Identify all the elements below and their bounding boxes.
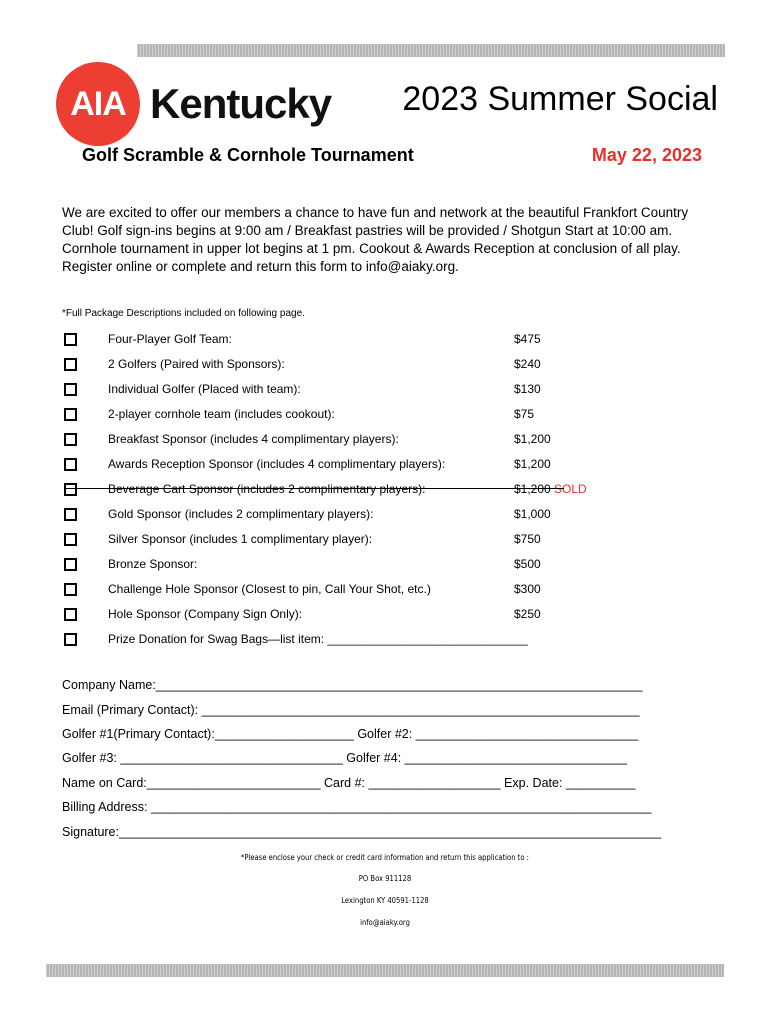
package-checkbox[interactable] [64,608,77,621]
package-checkbox[interactable] [64,633,77,646]
package-price: $1,200 [514,457,551,471]
package-price-value: $1,200 [514,482,551,496]
golfer-3-4-fields[interactable]: Golfer #3: ________________________________ Golfer #4: ________________________________ [62,751,628,765]
intro-line: We are excited to offer our members a chance to have fun and network at the beautiful Frankfort Country [62,205,689,220]
package-price [514,482,587,496]
package-checkbox[interactable] [64,583,77,596]
intro-line: Cornhole tournament in upper lot begins at 1 pm. Cookout & Awards Reception at conclusion of all play. [62,241,681,256]
package-checkbox[interactable] [64,358,77,371]
logo-kentucky-text: Kentucky [150,80,332,127]
mailing-instructions: *Please enclose your check or credit card information and return this application to : [241,853,529,862]
golfer-1-2-fields[interactable]: Golfer #1(Primary Contact):____________________ Golfer #2: ________________________________ [62,727,639,741]
package-checkbox[interactable] [64,483,77,496]
event-title: 2023 Summer Social [402,80,718,118]
package-footnote: *Full Package Descriptions included on following page. [62,308,305,319]
billing-address-field[interactable]: Billing Address: ________________________________________________________________________ [62,800,652,814]
package-row [62,406,662,426]
package-price: $500 [514,557,541,571]
package-label: Beverage Cart Sponsor (includes 2 complimentary players): [108,482,426,496]
package-checkbox[interactable] [64,508,77,521]
package-price: $300 [514,582,541,596]
package-price: $475 [514,332,541,346]
package-label: Breakfast Sponsor (includes 4 complimentary players): [108,432,399,446]
package-row [62,631,662,651]
contact-email: info@aiaky.org [360,918,410,927]
package-price: $1,000 [514,507,551,521]
package-row [62,556,662,576]
bottom-decorative-band [46,964,724,977]
package-label: Challenge Hole Sponsor (Closest to pin, Call Your Shot, etc.) [108,582,431,596]
package-checkbox[interactable] [64,408,77,421]
sold-badge: SOLD [554,482,587,496]
package-label: 2 Golfers (Paired with Sponsors): [108,357,285,371]
package-checkbox[interactable] [64,533,77,546]
intro-line: Register online or complete and return this form to info@aiaky.org. [62,259,459,274]
company-name-field[interactable]: Company Name:______________________________________________________________________ [62,678,643,692]
package-label: Hole Sponsor (Company Sign Only): [108,607,303,621]
package-checkbox[interactable] [64,433,77,446]
package-price: $750 [514,532,541,546]
package-row [62,431,662,451]
package-price: $75 [514,407,535,421]
package-price: $130 [514,382,541,396]
package-label: Silver Sponsor (includes 1 complimentary player): [108,532,373,546]
strikethrough-line [66,488,564,489]
po-box: PO Box 911128 [358,874,412,883]
package-label: Four-Player Golf Team: [108,332,232,346]
intro-line: Club! Golf sign-ins begins at 9:00 am / Breakfast pastries will be provided / Shotgun Start at 10:00 am. [62,223,673,238]
package-price: $240 [514,357,541,371]
package-row [62,606,662,626]
event-date: May 22, 2023 [591,145,702,165]
package-label: Gold Sponsor (includes 2 complimentary players): [108,507,374,521]
package-label: 2-player cornhole team (includes cookout): [108,407,335,421]
package-row-sold [62,481,662,501]
package-checkbox[interactable] [64,383,77,396]
package-row [62,456,662,476]
email-field[interactable]: Email (Primary Contact): _______________________________________________________________ [62,703,640,717]
package-checkbox[interactable] [64,333,77,346]
package-row [62,506,662,526]
package-row [62,331,662,351]
package-row [62,381,662,401]
package-price: $250 [514,607,541,621]
city-address: Lexington KY 40591-1128 [341,896,429,905]
top-decorative-band [137,44,725,57]
card-fields[interactable]: Name on Card:_________________________ Card #: ___________________ Exp. Date: __________ [62,776,636,790]
package-label: Awards Reception Sponsor (includes 4 complimentary players): [108,457,446,471]
package-row [62,531,662,551]
package-label: Prize Donation for Swag Bags—list item: ______________________________ [108,632,528,646]
package-checkbox[interactable] [64,458,77,471]
package-label: Bronze Sponsor: [108,557,198,571]
package-label: Individual Golfer (Placed with team): [108,382,301,396]
package-price: $1,200 [514,432,551,446]
package-checkbox[interactable] [64,558,77,571]
package-row [62,356,662,376]
package-row [62,581,662,601]
logo-aia-text: AIA [70,84,126,123]
aia-logo-circle [56,62,140,146]
event-subtitle: Golf Scramble & Cornhole Tournament [82,145,414,165]
signature-field[interactable]: Signature:______________________________________________________________________________ [62,825,662,839]
intro-paragraph [62,204,722,276]
